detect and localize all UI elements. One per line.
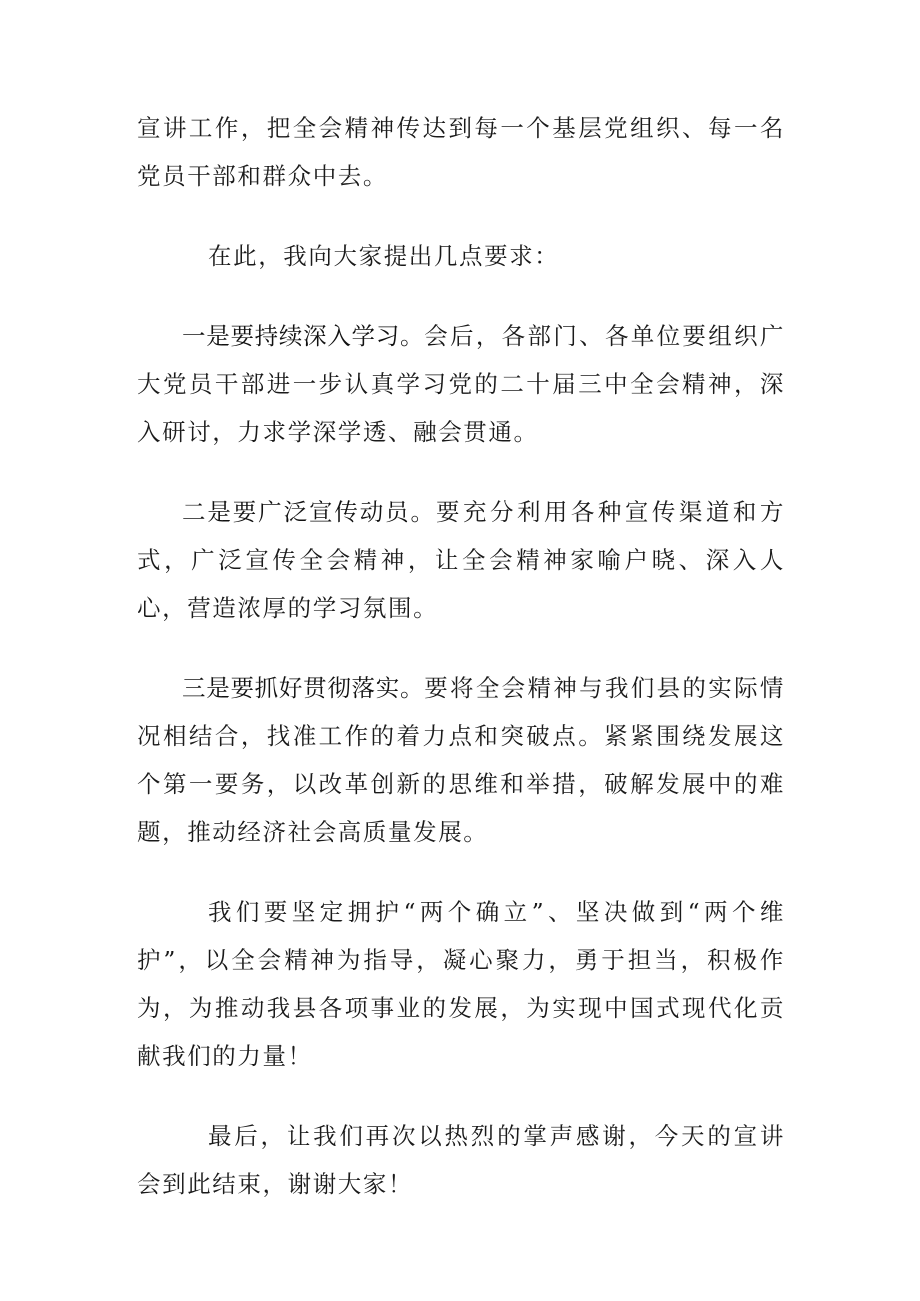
paragraph-intro-requirements	[137, 232, 785, 280]
paragraph-continuation	[137, 104, 785, 200]
paragraph-text: 宣讲工作，把全会精神传达到每一个基层党组织、每一名党员干部和群众中去。	[137, 114, 785, 190]
paragraph-closing	[137, 1112, 785, 1208]
paragraph-text: 会后，各部门、各单位要组织广大党员干部进一步认真学习党的二十届三中全会精神，深入研讨，力求学深学透、融会贯通。	[137, 322, 785, 446]
document-body	[137, 104, 785, 1240]
requirement-heading: 二是要广泛宣传动员。	[182, 498, 436, 526]
paragraph-text: 我们要坚定拥护“两个确立”、坚决做到“两个维护”，以全会精神为指导，凝心聚力，勇于担当，积极作为，为推动我县各项事业的发展，为实现中国式现代化贡献我们的力量！	[137, 898, 785, 1070]
paragraph-text: 最后，让我们再次以热烈的掌声感谢，今天的宣讲会到此结束，谢谢大家！	[137, 1122, 785, 1198]
paragraph-requirement-1	[137, 312, 785, 456]
paragraph-text: 在此，我向大家提出几点要求：	[208, 242, 560, 270]
paragraph-requirement-3	[137, 664, 785, 856]
requirement-heading: 三是要抓好贯彻落实。	[182, 674, 425, 702]
paragraph-commitment	[137, 888, 785, 1080]
requirement-heading: 一是要持续深入学习。	[182, 322, 425, 350]
paragraph-text: 要将全会精神与我们县的实际情况相结合，找准工作的着力点和突破点。紧紧围绕发展这个第一要务，以改革创新的思维和举措，破解发展中的难题，推动经济社会高质量发展。	[137, 674, 785, 846]
paragraph-requirement-2	[137, 488, 785, 632]
paragraph-text: 要充分利用各种宣传渠道和方式，广泛宣传全会精神，让全会精神家喻户晓、深入人心，营造浓厚的学习氛围。	[137, 498, 785, 622]
